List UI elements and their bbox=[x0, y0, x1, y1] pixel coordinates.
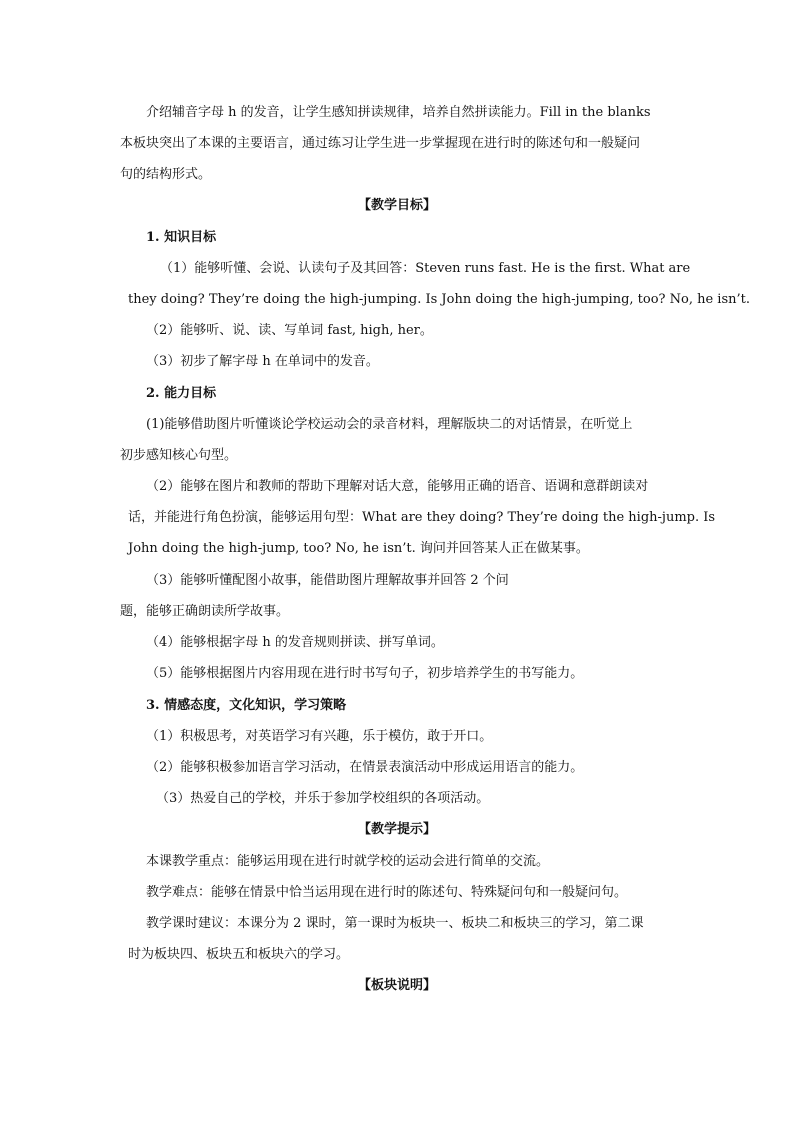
intro-line-1: 介绍辅音字母 h 的发音，让学生感知拼读规律，培养自然拼读能力。Fill in the blanks bbox=[146, 105, 651, 120]
heading-ability-goals: 2. 能力目标 bbox=[146, 386, 217, 401]
ability-line-9: （5）能够根据图片内容用现在进行时书写句子，初步培养学生的书写能力。 bbox=[146, 666, 584, 681]
tips-line-1: 本课教学重点：能够运用现在进行时就学校的运动会进行简单的交流。 bbox=[146, 854, 550, 869]
ability-line-8: （4）能够根据字母 h 的发音规则拼读、拼写单词。 bbox=[146, 635, 444, 650]
knowledge-line-4: （3）初步了解字母 h 在单词中的发音。 bbox=[146, 354, 379, 369]
section-title-goals: 【教学目标】 bbox=[357, 198, 436, 213]
heading-knowledge-goals: 1. 知识目标 bbox=[146, 230, 217, 245]
knowledge-line-3: （2）能够听、说、读、写单词 fast, high, her。 bbox=[146, 323, 433, 338]
section-title-tips: 【教学提示】 bbox=[357, 822, 436, 837]
ability-line-6: （3）能够听懂配图小故事，能借助图片理解故事并回答 2 个问 bbox=[146, 573, 509, 588]
attitude-line-1: （1）积极思考，对英语学习有兴趣，乐于模仿，敢于开口。 bbox=[146, 729, 493, 744]
ability-line-7: 题，能够正确朗读所学故事。 bbox=[120, 604, 290, 619]
knowledge-line-1: （1）能够听懂、会说、认读句子及其回答：Steven runs fast. He is the first. What are bbox=[160, 261, 691, 276]
intro-line-2: 本板块突出了本课的主要语言，通过练习让学生进一步掌握现在进行时的陈述句和一般疑问 bbox=[120, 136, 641, 151]
section-title-modules: 【板块说明】 bbox=[357, 978, 436, 993]
ability-line-1: (1)能够借助图片听懂谈论学校运动会的录音材料，理解版块二的对话情景，在听觉上 bbox=[146, 417, 633, 432]
knowledge-line-2: they doing? They’re doing the high-jumping. Is John doing the high-jumping, too? No, he isn’t. bbox=[128, 292, 750, 307]
attitude-line-3: （3）热爱自己的学校，并乐于参加学校组织的各项活动。 bbox=[156, 791, 490, 806]
ability-line-3: （2）能够在图片和教师的帮助下理解对话大意，能够用正确的语音、语调和意群朗读对 bbox=[146, 479, 649, 494]
ability-line-4: 话，并能进行角色扮演，能够运用句型：What are they doing? They’re doing the high-jump. Is bbox=[128, 510, 716, 525]
heading-attitude-goals: 3. 情感态度，文化知识，学习策略 bbox=[146, 698, 347, 713]
attitude-line-2: （2）能够积极参加语言学习活动，在情景表演活动中形成运用语言的能力。 bbox=[146, 760, 584, 775]
tips-line-4: 时为板块四、板块五和板块六的学习。 bbox=[128, 947, 350, 962]
tips-line-3: 教学课时建议：本课分为 2 课时，第一课时为板块一、板块二和板块三的学习，第二课 bbox=[146, 916, 644, 931]
ability-line-2: 初步感知核心句型。 bbox=[120, 448, 238, 463]
ability-line-5: John doing the high-jump, too? No, he isn’t. 询问并回答某人正在做某事。 bbox=[128, 541, 589, 556]
intro-line-3: 句的结构形式。 bbox=[120, 167, 212, 182]
tips-line-2: 教学难点：能够在情景中恰当运用现在进行时的陈述句、特殊疑问句和一般疑问句。 bbox=[146, 885, 628, 900]
